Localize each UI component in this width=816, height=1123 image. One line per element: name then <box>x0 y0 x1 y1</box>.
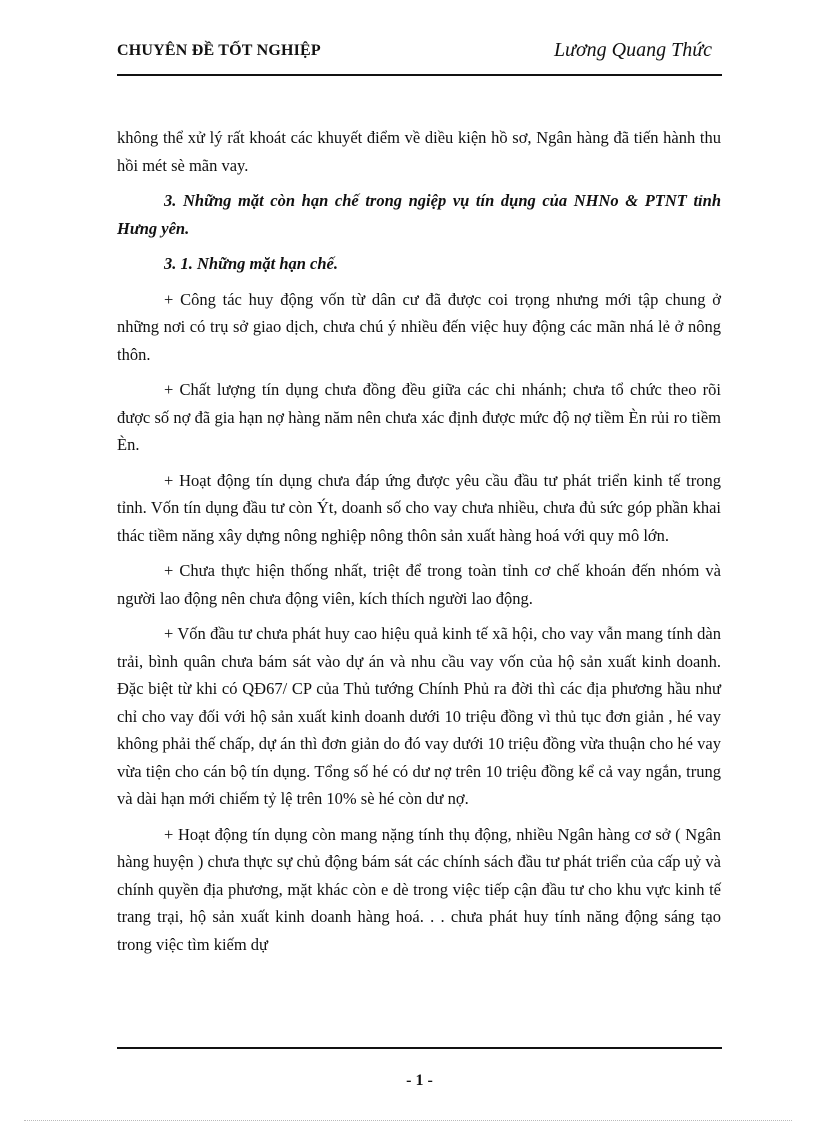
footer-divider <box>117 1047 722 1049</box>
paragraph: + Hoạt động tín dụng còn mang nặng tính thụ động, nhiều Ngân hàng cơ sở ( Ngân hàng huyện ) chưa thực sự chủ động bám sát các chính sách đầu tư phát triển của cấp uỷ và chính quyền địa phương, mặt khác còn e dè trong việc tiếp cận đầu tư cho khu vực kinh tế trang trại, hộ sản xuất kinh doanh hàng hoá. . . chưa phát huy tính năng động sáng tạo trong việc tìm kiếm dự <box>117 824 721 954</box>
page-number: - 1 - <box>406 1072 433 1089</box>
paragraph: + Chưa thực hiện thống nhất, triệt để trong toàn tỉnh cơ chế khoán đến nhóm và người lao động nên chưa động viên, kích thích người lao động. <box>117 561 721 608</box>
document-title: CHUYÊN ĐỀ TỐT NGHIỆP <box>117 42 321 59</box>
section-heading: 3. Những mặt còn hạn chế trong ngiệp vụ tín dụng của NHNo & PTNT tỉnh Hưng yên. <box>117 191 721 238</box>
page-header <box>117 36 722 70</box>
subsection-heading: 3. 1. Những mặt hạn chế. <box>164 254 338 273</box>
paragraph: không thể xử lý rất khoát các khuyết điểm về diều kiện hồ sơ, Ngân hàng đã tiến hành thu hồi mét sè mãn vay. <box>117 128 721 175</box>
page-body <box>117 124 721 966</box>
paragraph: + Công tác huy động vốn từ dân cư đã được coi trọng nhưng mới tập chung ở những nơi có trụ sở giao dịch, chưa chú ý nhiều đến việc huy động các mãn nhá lẻ ở nông thôn. <box>117 289 721 364</box>
paragraph: + Vốn đầu tư chưa phát huy cao hiệu quả kinh tế xã hội, cho vay vẫn mang tính dàn trải, bình quân chưa bám sát vào dự án và nhu cầu vay vốn của hộ sản xuất kinh doanh. Đặc biệt từ khi có QĐ67/ CP của Thủ tướng Chính Phủ ra đời thì các địa phương hầu như chỉ cho vay đối với hộ sản xuất kinh doanh dưới 10 triệu đồng vì thủ tục đơn giản , hé vay không phải thế chấp, dự án thì đơn giản do đó vay dưới 10 triệu đồng vừa thuận cho hé vay vừa tiện cho cán bộ tín dụng. Tổng số hé có dư nợ trên 10 triệu đồng kể cả vay ngắn, trung và dài hạn mới chiếm tỷ lệ trên 10% sè hé còn dư nợ. <box>117 624 721 808</box>
page-edge-dots <box>24 1120 792 1121</box>
paragraph: + Chất lượng tín dụng chưa đồng đều giữa các chi nhánh; chưa tổ chức theo rõi được số nợ đã gia hạn nợ hàng năm nên chưa xác định được mức độ nợ tiềm Èn rủi ro tiềm Èn. <box>117 380 721 454</box>
author-name: Lương Quang Thức <box>553 39 712 61</box>
paragraph: + Hoạt động tín dụng chưa đáp ứng được yêu cầu đầu tư phát triển kinh tế trong tỉnh. Vốn tín dụng đầu tư còn Ýt, doanh số cho vay chưa nhiều, chưa đủ sức góp phần khai thác tiềm năng xây dựng nông nghiệp nông thôn sản xuất hàng hoá với quy mô lớn. <box>117 470 721 545</box>
header-divider <box>117 74 722 76</box>
